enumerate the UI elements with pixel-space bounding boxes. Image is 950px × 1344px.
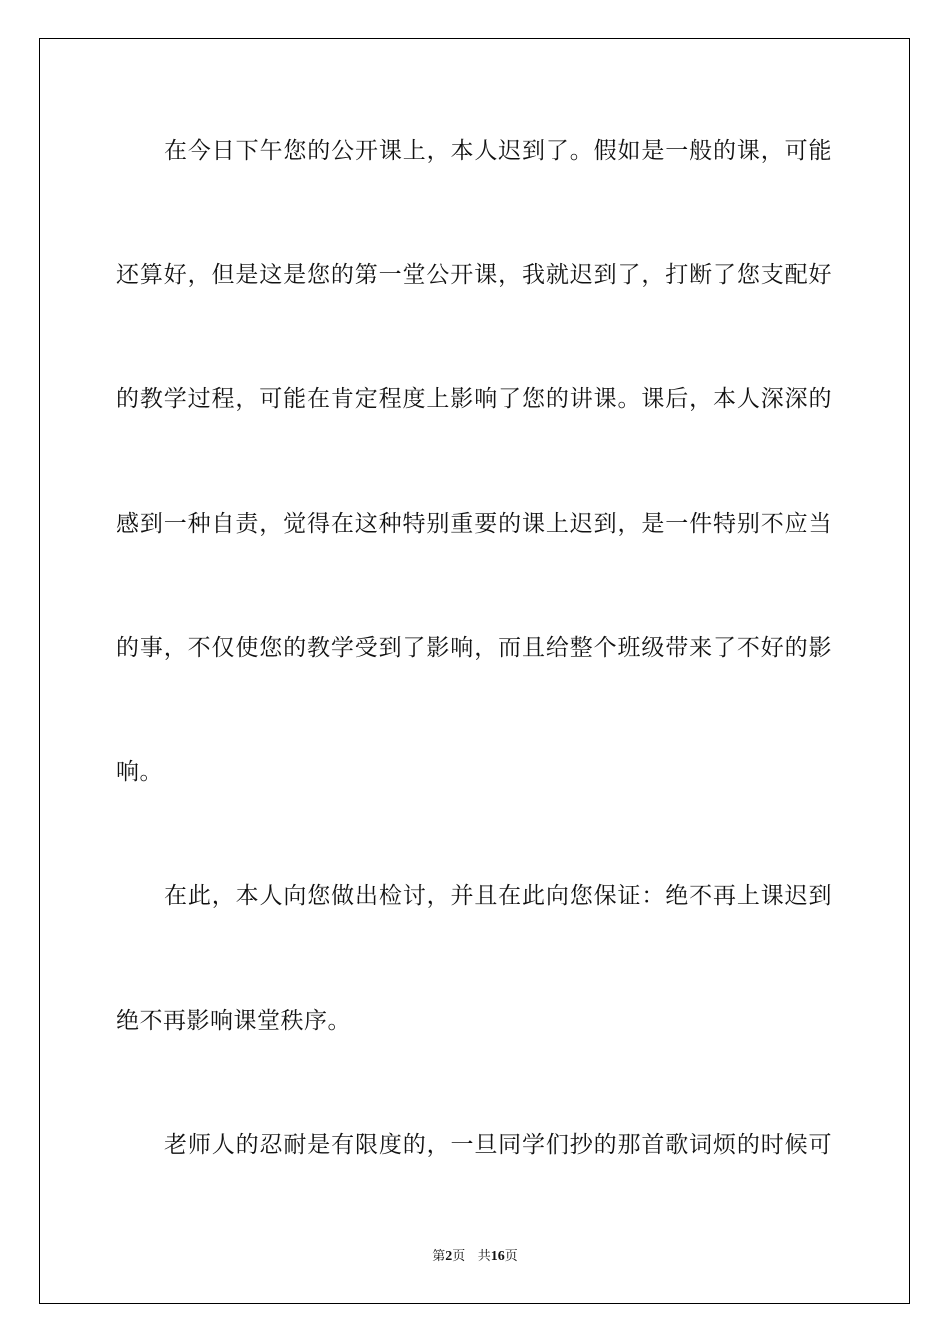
total-pages: 16	[490, 1249, 505, 1264]
body-line-8: 绝不再影响课堂秩序。	[116, 1008, 351, 1034]
body-line-5: 的事，不仅使您的教学受到了影响，而且给整个班级带来了不好的影	[116, 635, 832, 661]
total-suffix: 页	[504, 1249, 518, 1264]
body-line-1: 在今日下午您的公开课上，本人迟到了。假如是一般的课，可能	[164, 138, 832, 164]
body-line-9: 老师人的忍耐是有限度的，一旦同学们抄的那首歌词烦的时候可	[164, 1132, 832, 1158]
body-line-6: 响。	[116, 759, 163, 785]
page-frame	[39, 38, 910, 1304]
body-line-7: 在此，本人向您做出检讨，并且在此向您保证：绝不再上课迟到	[164, 883, 832, 909]
total-prefix: 共	[477, 1249, 491, 1264]
page-number: 2	[445, 1249, 453, 1264]
page-prefix: 第	[432, 1249, 446, 1264]
body-line-4: 感到一种自责，觉得在这种特别重要的课上迟到，是一件特别不应当	[116, 511, 832, 537]
body-line-2: 还算好，但是这是您的第一堂公开课，我就迟到了，打断了您支配好	[116, 262, 832, 288]
body-line-3: 的教学过程，可能在肯定程度上影响了您的讲课。课后，本人深深的	[116, 386, 832, 412]
page-suffix: 页	[452, 1249, 466, 1264]
page-footer	[0, 1245, 950, 1265]
